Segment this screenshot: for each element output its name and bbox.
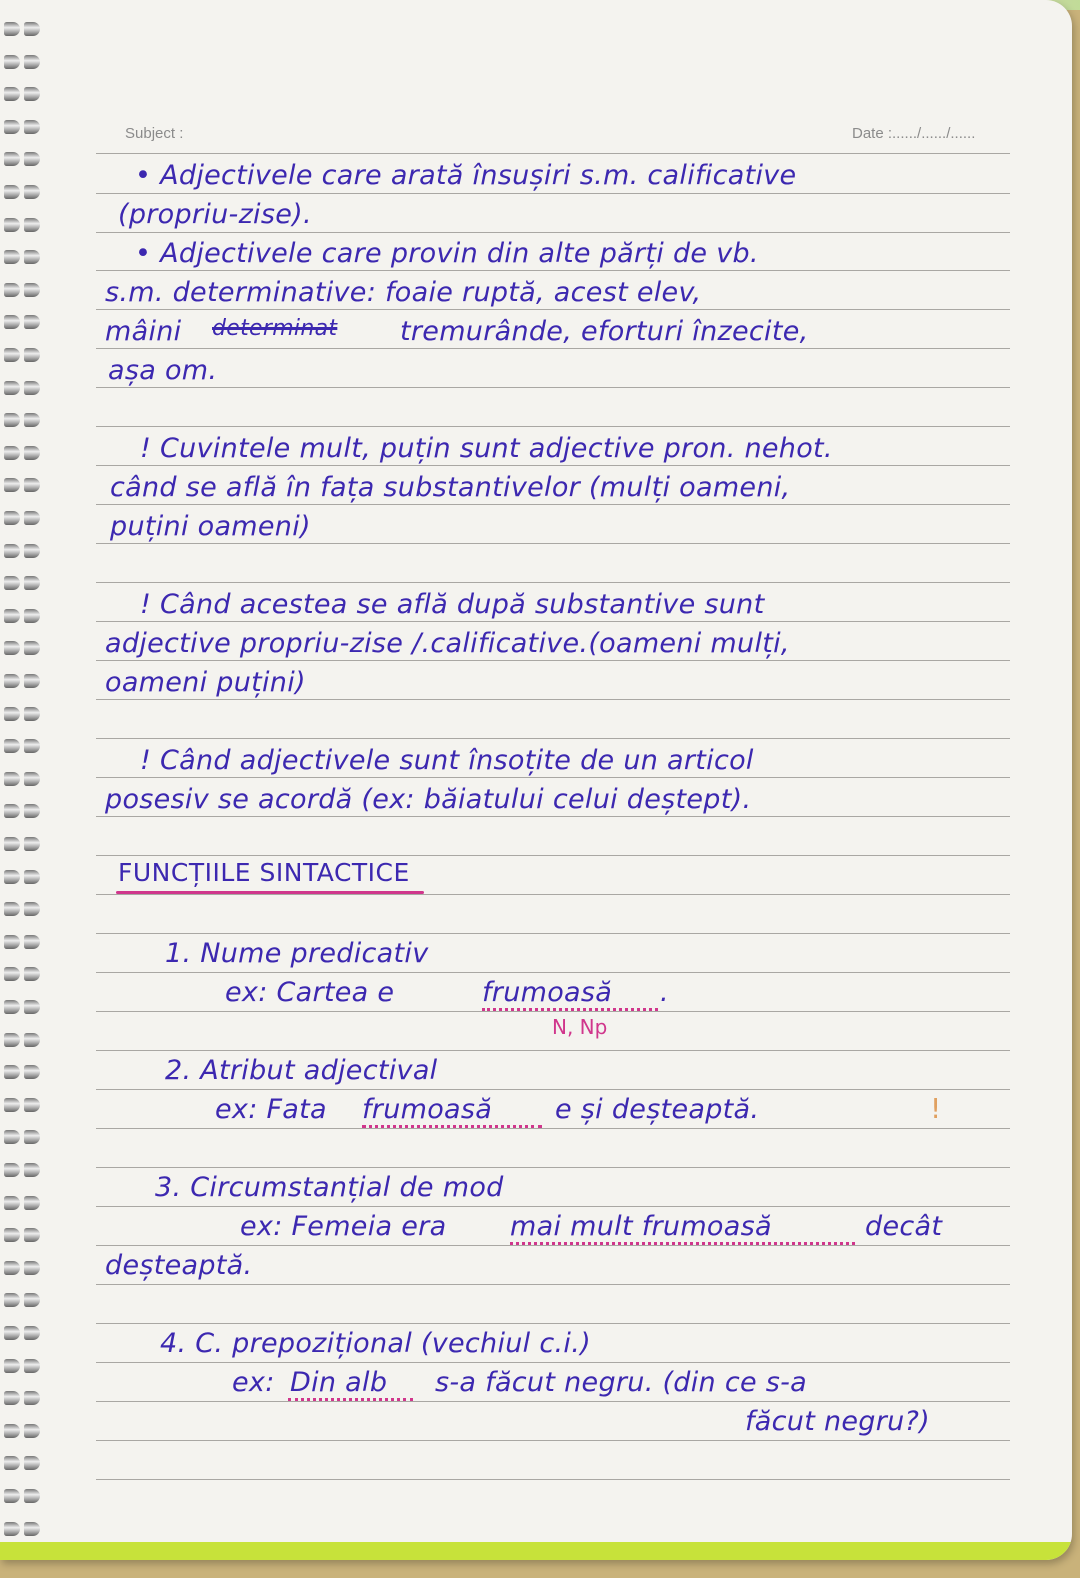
ruled-line	[96, 153, 1010, 154]
pink-underline	[362, 1117, 542, 1128]
ruled-line	[96, 1206, 1010, 1207]
pink-underline	[288, 1390, 413, 1401]
subject-label: Subject :	[125, 125, 184, 142]
note-line: tremurânde, eforturi înzecite,	[400, 316, 809, 347]
function-example-end: e și deșteaptă.	[555, 1094, 760, 1125]
spiral-ring	[4, 576, 46, 590]
spiral-ring	[4, 772, 46, 786]
ruled-line	[96, 232, 1010, 233]
ruled-line	[96, 465, 1010, 466]
spiral-ring	[4, 1359, 46, 1373]
note-line: • Adjectivele care provin din alte părți de vb.	[135, 238, 759, 269]
marked-word: frumoasă	[362, 1094, 493, 1125]
function-title: 2. Atribut adjectival	[165, 1055, 438, 1086]
spiral-ring	[4, 315, 46, 329]
ruled-line	[96, 621, 1010, 622]
spiral-ring	[4, 837, 46, 851]
spiral-ring	[4, 1065, 46, 1079]
ruled-line	[96, 1323, 1010, 1324]
ruled-line	[96, 816, 1010, 817]
ruled-line	[96, 1440, 1010, 1441]
spiral-ring	[4, 283, 46, 297]
note-line: ! Cuvintele mult, puțin sunt adjective pron. nehot.	[140, 433, 833, 464]
ruled-line	[96, 1401, 1010, 1402]
spiral-ring	[4, 22, 46, 36]
spiral-ring	[4, 348, 46, 362]
ruled-line	[96, 777, 1010, 778]
ruled-line	[96, 699, 1010, 700]
spiral-ring	[4, 511, 46, 525]
ruled-line	[96, 1128, 1010, 1129]
ruled-line	[96, 1167, 1010, 1168]
note-line: posesiv se acordă (ex: băiatului celui deștept).	[105, 784, 752, 815]
ruled-line	[96, 1089, 1010, 1090]
ruled-line	[96, 582, 1010, 583]
function-example: ex: Fata	[215, 1094, 327, 1125]
spiral-ring	[4, 641, 46, 655]
function-title: 1. Nume predicativ	[165, 938, 429, 969]
annotation: N, Np	[552, 1015, 608, 1039]
crossed-out-word: determinat	[212, 316, 338, 341]
ruled-line	[96, 738, 1010, 739]
spiral-ring	[4, 967, 46, 981]
spiral-ring	[4, 1293, 46, 1307]
note-line: ! Când adjectivele sunt însoțite de un articol	[140, 745, 754, 776]
spiral-ring	[4, 935, 46, 949]
ruled-line	[96, 309, 1010, 310]
pink-underline	[510, 1234, 855, 1245]
ruled-line	[96, 193, 1010, 194]
note-line: așa om.	[108, 355, 218, 386]
spiral-ring	[4, 707, 46, 721]
note-line: puțini oameni)	[110, 511, 311, 542]
spiral-ring	[4, 609, 46, 623]
spiral-ring	[4, 804, 46, 818]
function-example: ex: Femeia era	[240, 1211, 447, 1242]
page-bottom-edge	[0, 1542, 1072, 1560]
spiral-ring	[4, 446, 46, 460]
spiral-ring	[4, 1391, 46, 1405]
spiral-ring	[4, 218, 46, 232]
spiral-ring	[4, 1456, 46, 1470]
ruled-line	[96, 504, 1010, 505]
spiral-ring	[4, 1424, 46, 1438]
note-line: adjective propriu-zise /.calificative.(oameni mulți,	[105, 628, 790, 659]
function-example-end: .	[660, 977, 669, 1008]
spiral-ring	[4, 152, 46, 166]
ruled-line	[96, 1284, 1010, 1285]
function-example-end: decât	[865, 1211, 943, 1242]
function-example-end: s-a făcut negru. (din ce s-a	[435, 1367, 808, 1398]
note-line: oameni puțini)	[105, 667, 306, 698]
marked-word: Din alb	[290, 1367, 388, 1398]
spiral-ring	[4, 87, 46, 101]
margin-exclamation: !	[930, 1092, 942, 1125]
spiral-ring	[4, 381, 46, 395]
function-example: ex: Cartea e	[225, 977, 395, 1008]
ruled-line	[96, 1050, 1010, 1051]
pink-underline	[482, 1000, 658, 1011]
spiral-ring	[4, 1196, 46, 1210]
ruled-line	[96, 426, 1010, 427]
ruled-line	[96, 270, 1010, 271]
ruled-line	[96, 972, 1010, 973]
ruled-line	[96, 1479, 1010, 1480]
spiral-ring	[4, 120, 46, 134]
ruled-line	[96, 855, 1010, 856]
ruled-line	[96, 1011, 1010, 1012]
note-line: ! Când acestea se află după substantive sunt	[140, 589, 765, 620]
spiral-ring	[4, 739, 46, 753]
spiral-ring	[4, 1000, 46, 1014]
spiral-ring	[4, 478, 46, 492]
function-title: 3. Circumstanțial de mod	[155, 1172, 504, 1203]
ruled-line	[96, 1245, 1010, 1246]
date-label: Date :....../....../......	[852, 125, 976, 142]
function-example-continued: făcut negru?)	[745, 1406, 931, 1437]
spiral-ring	[4, 902, 46, 916]
spiral-ring	[4, 1228, 46, 1242]
spiral-ring	[4, 1098, 46, 1112]
ruled-line	[96, 348, 1010, 349]
spiral-ring	[4, 1489, 46, 1503]
spiral-ring	[4, 544, 46, 558]
spiral-binding	[0, 10, 60, 1555]
note-line: când se află în fața substantivelor (mulți oameni,	[110, 472, 791, 503]
note-line: (propriu-zise).	[118, 199, 312, 230]
spiral-ring	[4, 413, 46, 427]
spiral-ring	[4, 185, 46, 199]
ruled-line	[96, 543, 1010, 544]
marked-word: mai mult frumoasă	[510, 1211, 772, 1242]
spiral-ring	[4, 1033, 46, 1047]
ruled-line	[96, 387, 1010, 388]
spiral-ring	[4, 1163, 46, 1177]
section-title: FUNCȚIILE SINTACTICE	[118, 858, 410, 887]
ruled-line	[96, 894, 1010, 895]
note-line: mâini	[105, 316, 182, 347]
marked-word: frumoasă	[482, 977, 613, 1008]
spiral-ring	[4, 250, 46, 264]
spiral-ring	[4, 674, 46, 688]
spiral-ring	[4, 55, 46, 69]
spiral-ring	[4, 1522, 46, 1536]
spiral-ring	[4, 1130, 46, 1144]
spiral-ring	[4, 1261, 46, 1275]
spiral-ring	[4, 870, 46, 884]
spiral-ring	[4, 1326, 46, 1340]
note-line: • Adjectivele care arată însușiri s.m. calificative	[135, 160, 797, 191]
ruled-line	[96, 660, 1010, 661]
function-example: ex:	[232, 1367, 275, 1398]
function-example-continued: deșteaptă.	[105, 1250, 253, 1281]
ruled-line	[96, 933, 1010, 934]
note-line: s.m. determinative: foaie ruptă, acest elev,	[105, 277, 702, 308]
section-title-underline	[116, 891, 424, 894]
ruled-line	[96, 1362, 1010, 1363]
function-title: 4. C. prepozițional (vechiul c.i.)	[160, 1328, 591, 1359]
